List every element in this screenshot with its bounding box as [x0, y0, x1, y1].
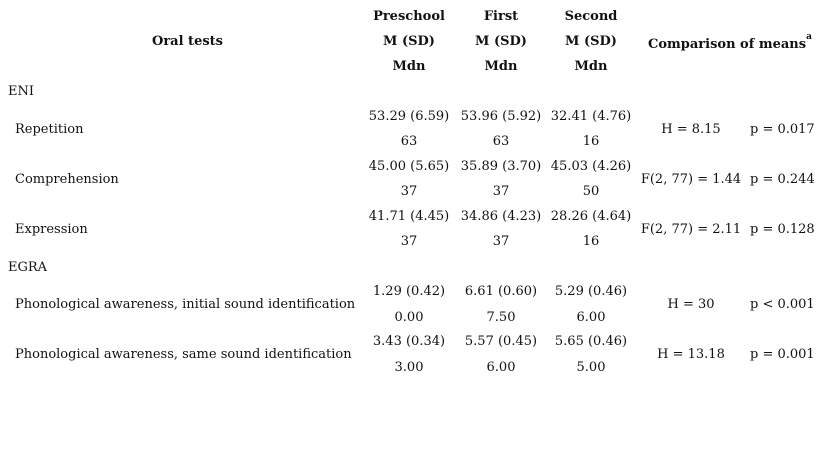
cell-median: 16: [582, 134, 600, 149]
cell-median: 16: [582, 234, 600, 249]
cell-mean: 34.86 (4.23): [460, 209, 542, 224]
cell-mean: 53.29 (6.59): [368, 109, 450, 124]
section-title-egra: EGRA: [8, 260, 48, 275]
cell-mean: 41.71 (4.45): [368, 209, 450, 224]
cell-mean: 28.26 (4.64): [550, 209, 632, 224]
row-label-comprehension: Comprehension: [15, 172, 119, 187]
cell-median: 7.50: [486, 310, 516, 325]
cell-test-statistic: H = 8.15: [661, 122, 721, 137]
cell-median: 3.00: [394, 360, 424, 375]
cell-mean: 35.89 (3.70): [460, 159, 542, 174]
cell-p-value: p = 0.128: [750, 222, 815, 237]
cell-median: 37: [400, 184, 418, 199]
cell-median: 37: [492, 184, 510, 199]
row-label-expression: Expression: [15, 222, 88, 237]
cell-test-statistic: H = 30: [667, 297, 715, 312]
header-col-first-median: Mdn: [484, 59, 518, 74]
cell-median: 6.00: [576, 310, 606, 325]
cell-mean: 6.61 (0.60): [464, 284, 538, 299]
cell-median: 63: [492, 134, 510, 149]
header-comparison-label: Comparison of means: [648, 37, 807, 52]
header-comparison: [648, 31, 812, 53]
row-label-initial-sound: Phonological awareness, initial sound identification: [15, 297, 356, 312]
cell-median: 63: [400, 134, 418, 149]
header-col-preschool-median: Mdn: [392, 59, 426, 74]
cell-median: 37: [400, 234, 418, 249]
header-col-first-stat: M (SD): [475, 34, 527, 49]
cell-test-statistic: F(2, 77) = 1.44: [640, 172, 742, 187]
cell-mean: 45.03 (4.26): [550, 159, 632, 174]
cell-mean: 3.43 (0.34): [372, 334, 446, 349]
cell-mean: 32.41 (4.76): [550, 109, 632, 124]
row-label-repetition: Repetition: [15, 122, 84, 137]
header-col-second-stat: M (SD): [565, 34, 617, 49]
cell-median: 6.00: [486, 360, 516, 375]
cell-p-value: p = 0.244: [750, 172, 815, 187]
cell-mean: 53.96 (5.92): [460, 109, 542, 124]
cell-p-value: p < 0.001: [750, 297, 815, 312]
cell-median: 5.00: [576, 360, 606, 375]
header-col-second: Second: [564, 9, 618, 24]
cell-median: 37: [492, 234, 510, 249]
cell-mean: 5.29 (0.46): [554, 284, 628, 299]
cell-median: 50: [582, 184, 600, 199]
cell-test-statistic: H = 13.18: [657, 347, 725, 362]
header-oral-tests: Oral tests: [152, 34, 223, 49]
header-col-preschool: Preschool: [373, 9, 445, 24]
section-title-eni: ENI: [8, 84, 34, 99]
cell-test-statistic: F(2, 77) = 2.11: [640, 222, 742, 237]
header-col-second-median: Mdn: [574, 59, 608, 74]
cell-mean: 5.57 (0.45): [464, 334, 538, 349]
row-label-same-sound: Phonological awareness, same sound identification: [15, 347, 352, 362]
header-comparison-footnote: a: [806, 31, 812, 42]
cell-mean: 5.65 (0.46): [554, 334, 628, 349]
header-col-first: First: [483, 9, 519, 24]
cell-mean: 1.29 (0.42): [372, 284, 446, 299]
cell-mean: 45.00 (5.65): [368, 159, 450, 174]
cell-p-value: p = 0.001: [750, 347, 815, 362]
cell-median: 0.00: [394, 310, 424, 325]
header-col-preschool-stat: M (SD): [383, 34, 435, 49]
cell-p-value: p = 0.017: [750, 122, 815, 137]
